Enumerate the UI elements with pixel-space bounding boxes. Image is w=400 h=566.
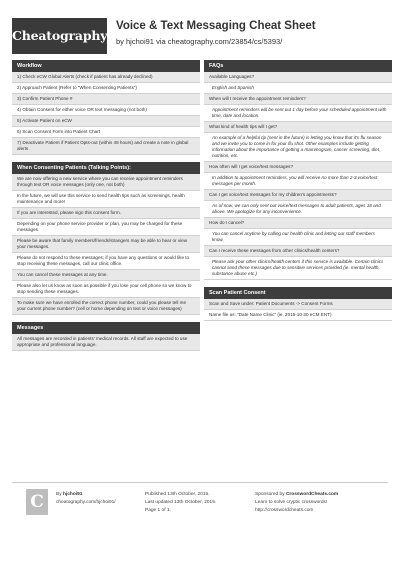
talking-point-row: Please also let us know as soon as possible if you lose your cell phone so we know to stop sending these messages.: [12, 281, 200, 298]
faq-question: When will I receive the appointment reminders?: [204, 94, 392, 105]
messages-row: All messages are recorded in patients' medical records. All staff are expected to use appropriate and professional language.: [12, 334, 200, 351]
footer-by-label: By: [56, 492, 62, 497]
faq-list: [204, 72, 392, 280]
faq-question: What kind of health tips will I get?: [204, 122, 392, 133]
faq-answer: You can cancel anytime by calling our health clinic and letting our staff members know.: [204, 229, 392, 246]
sponsor-label: Sponsored by: [255, 492, 285, 497]
talking-point-row: You can cancel these messages at any time.: [12, 270, 200, 281]
section-header: Workflow: [12, 60, 200, 72]
workflow-row: 4) Obtain Consent for either voice OR text messaging (not both): [12, 105, 200, 116]
scan-row: Scan and Save under: Patient Documents -> Consent Forms: [204, 299, 392, 310]
footer: [12, 482, 388, 528]
faq-answer: Appointment reminders will be sent out 1 day before your scheduled appointment with time, date and location.: [204, 105, 392, 122]
workflow-row: 7) Deactivate Patient if Patient Opts-out (within 48 hours) and create a note in global alerts: [12, 138, 200, 155]
talking-point-row: Depending on your phone service provider or plan, you may be charged for these messages.: [12, 219, 200, 236]
section-header: When Consenting Patients (Talking Points):: [12, 162, 200, 174]
faq-question: Can I get voice/text messages for my children's appointments?: [204, 190, 392, 201]
scan-consent-section: [204, 287, 392, 321]
author-avatar[interactable]: C: [26, 489, 48, 515]
scan-row: Name file as: "Date Name Clinic" (ie. 2015-10-30 eCM ENT): [204, 310, 392, 321]
workflow-row: 1) Check eCW Global Alerts (check if patient has already declined): [12, 72, 200, 83]
talking-point-row: In the future, we will use this service to send health tips such as screenings, health maintenance and more!: [12, 191, 200, 208]
cheatography-logo[interactable]: Cheatography: [12, 18, 107, 54]
workflow-row: 2) Approach Patient (Refer to "When Consenting Patients"): [12, 83, 200, 94]
faqs-section: [204, 60, 392, 280]
byline: [116, 37, 282, 46]
faq-answer: As of now, we can only sent out voice/text messages to adult patients, ages 18 and above. We apologize for any inconvenience.: [204, 201, 392, 218]
footer-author-info: [56, 491, 116, 507]
faq-answer: In addition to appointment reminders, you will receive no more than 2-3 voice/text messages per month.: [204, 173, 392, 190]
talking-point-row: Please do not respond to these messages; if you have any questions or would like to stop receiving these messages, call our clinic office.: [12, 253, 200, 270]
workflow-row: 6) Scan Consent Form into Patient Chart: [12, 127, 200, 138]
sponsor-text: Learn to solve cryptic crosswords!: [255, 500, 328, 505]
faq-answer: An example of a helpful tip (sent in the future) is letting you know that it's flu season and we invite you to come in for your flu shot. Other examples include getting information about the importance of getting a mammogram, cancer screening, diet, nutrition, etc.: [204, 133, 392, 162]
page-title: Voice & Text Messaging Cheat Sheet: [116, 20, 316, 32]
right-column: [204, 60, 392, 328]
talking-point-row: If you are interested, please sign this consent form.: [12, 208, 200, 219]
workflow-row: 3) Confirm Patient Phone #: [12, 94, 200, 105]
talking-point-row: Please be aware that family members/friends/strangers may be able to hear or view your messages.: [12, 236, 200, 253]
messages-section: [12, 322, 200, 351]
faq-question: How do I cancel?: [204, 218, 392, 229]
sponsor-link[interactable]: CrosswordCheats.com: [285, 492, 339, 497]
footer-dates: [145, 491, 216, 515]
footer-author-link[interactable]: hjchoi91: [62, 492, 83, 497]
byline-via: via: [156, 37, 166, 46]
faq-question: How often will I get voice/text messages?: [204, 162, 392, 173]
faq-question: Can I receive these messages from other clinics/health centers?: [204, 246, 392, 257]
header: [12, 18, 388, 54]
section-header: FAQs: [204, 60, 392, 72]
author-link[interactable]: hjchoi91: [126, 37, 154, 46]
consenting-section: [12, 162, 200, 315]
footer-sponsor: [255, 491, 338, 515]
page-count: Page 1 of 1.: [145, 508, 171, 513]
sheet-url-link[interactable]: cheatography.com/23854/cs/5393/: [167, 37, 283, 46]
byline-by: by: [116, 37, 124, 46]
faq-answer: English and Spanish: [204, 83, 392, 94]
published-date: Published 13th October, 2015.: [145, 492, 210, 497]
workflow-section: [12, 60, 200, 155]
talking-point-row: We are now offering a new service where you can receive appointment reminders through text OR voice messages (only one, not both): [12, 174, 200, 191]
sponsor-url[interactable]: http://crosswordcheats.com: [255, 508, 314, 513]
updated-date: Last updated 13th October, 2015.: [145, 500, 217, 505]
faq-question: Available Languages?: [204, 72, 392, 83]
section-header: Scan Patient Consent: [204, 287, 392, 299]
workflow-row: 5) Activate Patient on eCW: [12, 116, 200, 127]
talking-point-row: To make sure we have enrolled the correct phone number, could you please tell me your current phone number? (cell or home depending on text or voice messages): [12, 298, 200, 315]
section-header: Messages: [12, 322, 200, 334]
faq-answer: Please ask your other clinics/health centers if this service is available. Certain clinics cannot send these messages due to sensitive services provided (ie. mental health, substance abuse etc.): [204, 257, 392, 280]
left-column: [12, 60, 200, 358]
footer-author-url[interactable]: cheatography.com/hjchoi91/: [56, 500, 116, 505]
